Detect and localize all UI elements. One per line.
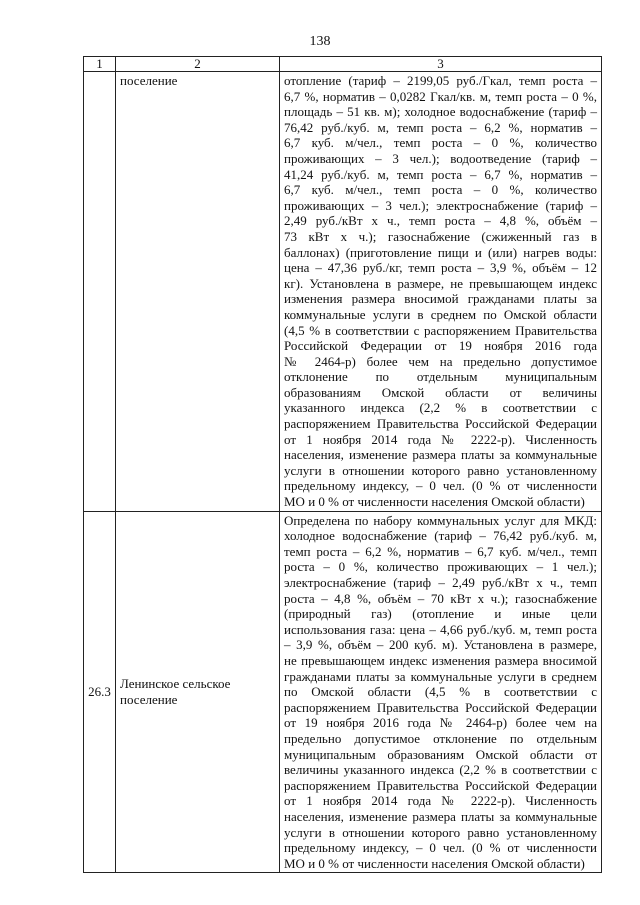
description-line: от 19 ноября 2016 года № 2464-р) более чем на	[284, 715, 597, 731]
description-line: 41,24 руб./куб. м, темп роста – 6,7 %, норматив –	[284, 166, 597, 182]
description-line: величины указанного индекса (2,2 % в соответствии с	[284, 762, 597, 778]
page-number: 138	[309, 34, 331, 49]
description-text	[280, 512, 601, 873]
description-line: по Омской области (4,5 % в соответствии с	[284, 684, 597, 700]
description-line: МО и 0 % от численности населения Омской области)	[284, 855, 585, 871]
description-line: площадь – 51 кв. м); холодное водоснабжение (тариф –	[284, 104, 597, 120]
description-line: услуги в отношении которого равно установленному	[284, 462, 597, 478]
description-line: распоряжением Правительства Российской Федерации	[284, 699, 597, 715]
description-line: 6,7 куб. м/чел., темп роста – 0 %, количество	[284, 135, 597, 151]
description-line: населения, изменение размера платы за коммунальные	[284, 447, 597, 463]
description-line: роста – 4,8 %, объём – 70 кВт х ч.); газоснабжение	[284, 590, 597, 606]
description-line: (природный газ) (отопление и иные цели	[284, 606, 597, 622]
description-line: проживающих – 3 чел.); электроснабжение (тариф –	[284, 197, 597, 213]
description-text	[280, 72, 601, 511]
description-line: от 1 ноября 2014 года № 2222-р). Численность	[284, 431, 597, 447]
description-line: проживающих – 3 чел.); водоотведение (тариф –	[284, 150, 597, 166]
description-line: не превышающем индекс изменения размера вносимой	[284, 652, 597, 668]
description-line: предельному индексу, – 0 чел. (0 % от численности	[284, 840, 597, 856]
description-cell	[280, 511, 602, 873]
description-line: 6,7 куб. м/чел., темп роста – 0 %, количество	[284, 182, 597, 198]
description-line: цена – 47,36 руб./кг, темп роста – 3,9 %, объём – 12	[284, 260, 597, 276]
column-header-1: 1	[84, 57, 116, 72]
description-line: кг). Установлена в размере, не превышающем индекс	[284, 275, 597, 291]
description-line: Российской Федерации от 19 ноября 2016 года	[284, 338, 597, 354]
description-line: 76,42 руб./куб. м, темп роста – 6,2 %, норматив –	[284, 119, 597, 135]
description-line: населения, изменение размера платы за коммунальные	[284, 808, 597, 824]
description-line: указанного индекса (2,2 % в соответствии с	[284, 400, 597, 416]
description-line: 6,7 %, норматив – 0,0282 Гкал/кв. м, темп роста – 0 %,	[284, 88, 597, 104]
description-line: предельно допустимое отклонение по отдельным	[284, 730, 597, 746]
description-line: № 2464-р) более чем на предельно допустимое	[284, 353, 597, 369]
description-line: распоряжением Правительства Российской Федерации	[284, 416, 597, 432]
description-line: распоряжением Правительства Российской Федерации	[284, 777, 597, 793]
row-number-cell	[84, 72, 116, 512]
description-line: от 1 ноября 2014 года № 2222-р). Численность	[284, 793, 597, 809]
description-line: использования газа: цена – 4,66 руб./куб. м, темп роста	[284, 621, 597, 637]
description-line: темп роста – 6,2 %, норматив – 6,7 куб. м/чел., темп	[284, 543, 597, 559]
description-line: холодное водоснабжение (тариф – 76,42 руб./куб. м,	[284, 528, 597, 544]
column-header-3: 3	[280, 57, 602, 72]
column-header-2: 2	[116, 57, 280, 72]
description-line: отклонение по отдельным муниципальным	[284, 369, 597, 385]
data-table	[83, 56, 602, 873]
description-line: коммунальные услуги в среднем по Омской области	[284, 306, 597, 322]
description-line: 73 кВт х ч.); газоснабжение (сжиженный газ в	[284, 228, 597, 244]
description-line: услуги в отношении которого равно установленному	[284, 824, 597, 840]
settlement-name-cell	[116, 72, 280, 512]
settlement-name	[116, 675, 279, 708]
settlement-name-line: поселение	[120, 73, 178, 88]
description-line: электроснабжение (тариф – 2,49 руб./кВт х ч., темп	[284, 575, 597, 590]
description-line: отопление (тариф – 2199,05 руб./Гкал, темп роста –	[284, 73, 597, 88]
settlement-name	[116, 72, 279, 90]
settlement-name-cell	[116, 511, 280, 873]
settlement-name-line: Ленинское сельское	[120, 676, 231, 692]
description-line: 2,49 руб./кВт х ч., темп роста – 4,8 %, объём –	[284, 213, 597, 229]
description-line: предельному индексу, – 0 чел. (0 % от численности	[284, 478, 597, 494]
table-row	[84, 511, 602, 873]
description-line: роста – 0 %, количество проживающих – 1 чел.);	[284, 559, 597, 575]
description-line: (4,5 % в соответствии с распоряжением Правительства	[284, 322, 597, 338]
description-line: изменения размера вносимой гражданами платы за	[284, 291, 597, 307]
description-line: образованиям Омской области от величины	[284, 384, 597, 400]
row-number-cell: 26.3	[84, 511, 116, 873]
description-cell	[280, 72, 602, 512]
settlement-name-line: поселение	[120, 691, 178, 707]
table-row	[84, 72, 602, 512]
description-line: баллонах) (приготовление пищи и (или) нагрев воды:	[284, 244, 597, 260]
description-line: Определена по набору коммунальных услуг для МКД:	[284, 512, 597, 528]
description-line: МО и 0 % от численности населения Омской области)	[284, 494, 585, 510]
description-line: – 3,9 %, объём – 200 куб. м). Установлена в размере,	[284, 637, 597, 653]
description-line: муниципальным образованиям Омской области от	[284, 746, 597, 762]
table-header-row	[84, 57, 602, 72]
description-line: гражданами платы за коммунальные услуги в среднем	[284, 668, 597, 684]
